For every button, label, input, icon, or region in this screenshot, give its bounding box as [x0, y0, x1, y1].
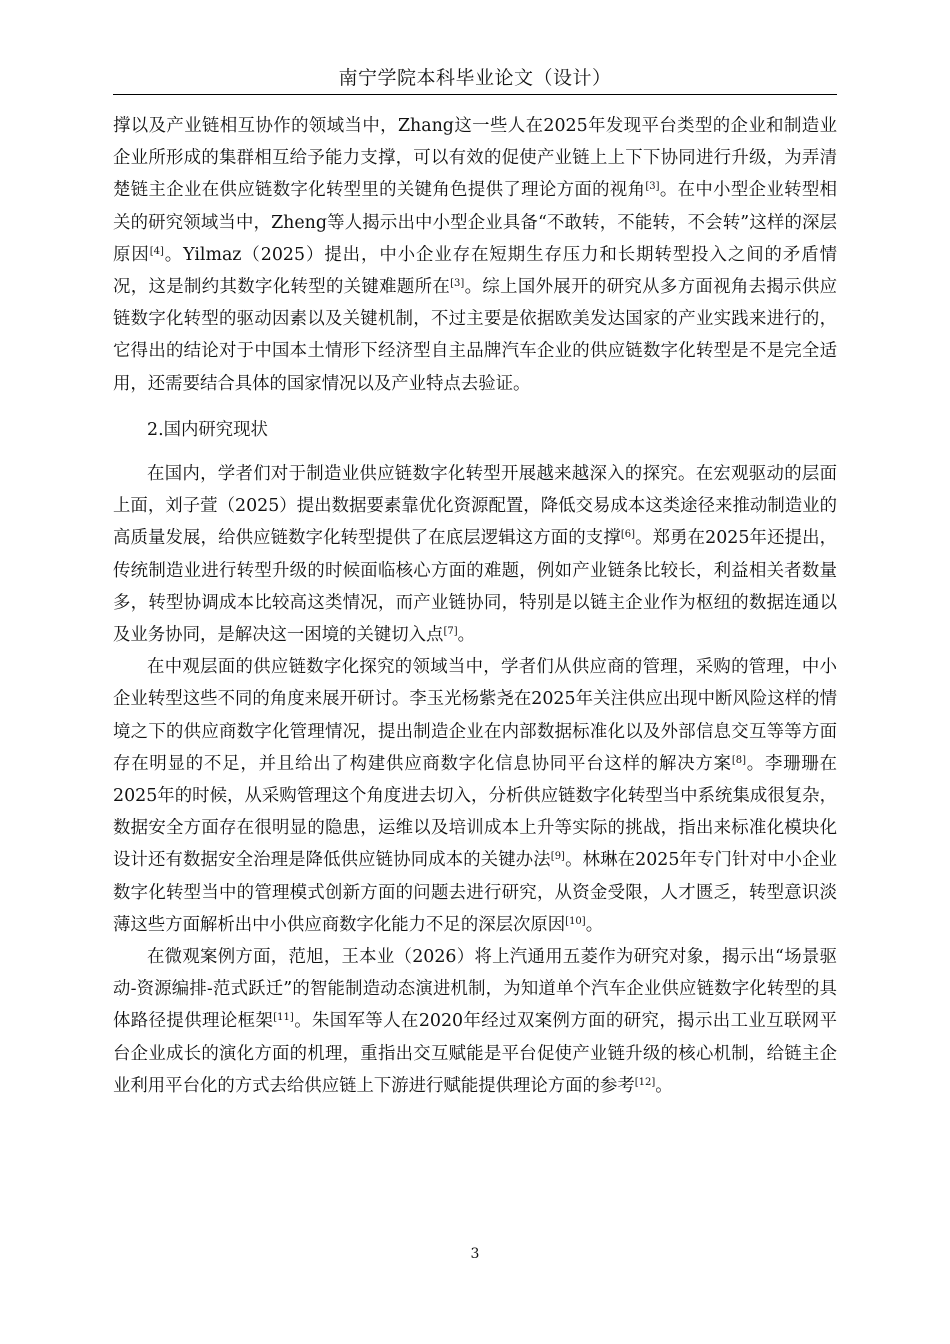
running-header: 南宁学院本科毕业论文（设计）: [113, 62, 837, 95]
citation-ref: [7]: [443, 626, 458, 638]
paragraph-foreign-research-continued: 撑以及产业链相互协作的领域当中，Zhang这一些人在2025年发现平台类型的企业和制造业企业所形成的集群相互给予能力支撑，可以有效的促使产业链上上下下协同进行升级，为弄清楚链主企业在供应链数字化转型里的关键角色提供了理论方面的视角[3]。在中小型企业转型相关的研究领域当中，Zheng等人揭示出中小型企业具备“不敢转，不能转，不会转”这样的深层原因[4]。Yilmaz（2025）提出，中小企业存在短期生存压力和长期转型投入之间的矛盾情况，这是制约其数字化转型的关键难题所在[3]。综上国外展开的研究从多方面视角去揭示供应链数字化转型的驱动因素以及关键机制，不过主要是依据欧美发达国家的产业实践来进行的，它得出的结论对于中国本土情形下经济型自主品牌汽车企业的供应链数字化转型是不是完全适用，还需要结合具体的国家情况以及产业特点去验证。: [113, 116, 837, 394]
paragraph-macro-level: 在国内，学者们对于制造业供应链数字化转型开展越来越深入的探究。在宏观驱动的层面上面，刘子萱（2025）提出数据要素靠优化资源配置，降低交易成本这类途径来推动制造业的高质量发展，给供应链数字化转型提供了在底层逻辑这方面的支撑[6]。郑勇在2025年还提出，传统制造业进行转型升级的时候面临核心方面的难题，例如产业链条比较长，利益相关者数量多，转型协调成本比较高这类情况，而产业链协同，特别是以链主企业作为枢纽的数据连通以及业务协同，是解决这一困境的关键切入点[7]。: [113, 464, 837, 646]
citation-ref: [8]: [731, 754, 746, 766]
body-text: [113, 110, 837, 1102]
citation-ref: [4]: [149, 245, 164, 257]
paragraph-micro-case: 在微观案例方面，范旭，王本业（2026）将上汽通用五菱作为研究对象，揭示出“场景驱动-资源编排-范式跃迁”的智能制造动态演进机制，为知道单个汽车企业供应链数字化转型的具体路径提供理论框架[11]。朱国军等人在2020年经过双案例方面的研究，揭示出工业互联网平台企业成长的演化方面的机理，重指出交互赋能是平台促使产业链升级的核心机制，给链主企业利用平台化的方式去给供应链上下游进行赋能提供理论方面的参考[12]。: [113, 947, 837, 1096]
citation-ref: [3]: [450, 278, 465, 290]
page-number: 3: [470, 1246, 480, 1262]
citation-ref: [11]: [273, 1012, 294, 1024]
citation-ref: [12]: [634, 1076, 656, 1088]
citation-ref: [9]: [550, 851, 565, 863]
paragraph-meso-level: 在中观层面的供应链数字化探究的领域当中，学者们从供应商的管理，采购的管理，中小企业转型这些不同的角度来展开研讨。李玉光杨紫尧在2025年关注供应出现中断风险这样的情境之下的供应商数字化管理情况，提出制造企业在内部数据标准化以及外部信息交互等等方面存在明显的不足，并且给出了构建供应商数字化信息协同平台这样的解决方案[8]。李珊珊在2025年的时候，从采购管理这个角度进去切入，分析供应链数字化转型当中系统集成很复杂，数据安全方面存在很明显的隐患，运维以及培训成本上升等实际的挑战，指出来标准化模块化设计还有数据安全治理是降低供应链协同成本的关键办法[9]。林琳在2025年专门针对中小企业数字化转型当中的管理模式创新方面的问题去进行研究，从资金受限，人才匮乏，转型意识淡薄这些方面解析出中小供应商数字化能力不足的深层次原因[10]。: [113, 657, 837, 935]
section-subheading: 2.国内研究现状: [147, 419, 268, 440]
citation-ref: [3]: [645, 181, 660, 193]
citation-ref: [10]: [565, 915, 586, 927]
citation-ref: [6]: [620, 529, 636, 541]
